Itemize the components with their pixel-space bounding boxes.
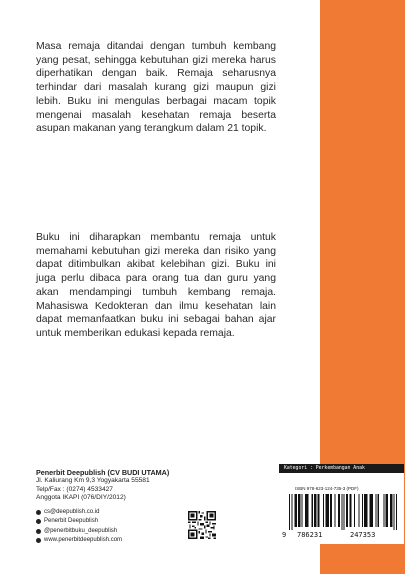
barcode-bar	[390, 494, 391, 527]
barcode-bar	[299, 494, 300, 527]
barcode-bar	[349, 494, 350, 527]
barcode-bar	[319, 494, 320, 527]
barcode-bar	[325, 494, 326, 527]
publisher-contacts	[36, 508, 122, 545]
barcode-bar	[338, 494, 339, 527]
barcode-bar	[295, 494, 296, 527]
barcode-bar	[391, 494, 392, 527]
barcode-bar	[305, 494, 306, 527]
publisher-info	[36, 469, 216, 503]
publisher-phone: Telp/Fax : (0274) 4533427	[36, 485, 113, 493]
barcode-panel	[279, 464, 404, 544]
barcode-bar	[315, 494, 316, 527]
barcode-digit-lead: 9	[282, 531, 287, 539]
barcode-bar	[370, 494, 371, 527]
contact-facebook[interactable]	[36, 517, 122, 526]
barcode-bar	[394, 494, 395, 530]
contact-email-text: cs@deepublish.co.id	[44, 509, 100, 515]
publisher-address: Jl. Kaliurang Km 9,3 Yogyakarta 55581	[36, 477, 150, 485]
contact-website-text: www.penerbitdeepublish.com	[44, 536, 123, 543]
contact-facebook-text: Penerbit Deepublish	[44, 518, 99, 525]
barcode-bar	[317, 494, 318, 527]
barcode-digits	[282, 531, 400, 540]
barcode-bar	[354, 494, 355, 527]
contact-email[interactable]	[36, 508, 122, 517]
email-icon	[36, 510, 41, 515]
barcode-bar	[306, 494, 307, 527]
barcode-digits-right: 247353	[350, 531, 376, 539]
facebook-icon	[36, 519, 41, 524]
barcode-bar	[347, 494, 348, 527]
isbn-text: ISBN 978-623-124-735-3 (PDF)	[295, 486, 359, 491]
barcode-bar	[366, 494, 367, 527]
barcode-bar	[328, 494, 329, 527]
barcode-bar	[396, 494, 397, 530]
publisher-name: Penerbit Deepublish (CV BUDI UTAMA)	[36, 468, 170, 477]
barcode-bar	[296, 494, 297, 527]
instagram-icon	[36, 529, 41, 534]
barcode-bar	[378, 494, 379, 527]
barcode-bar	[302, 494, 303, 527]
globe-icon	[36, 538, 41, 543]
synopsis-paragraph-1: Masa remaja ditandai dengan tumbuh kembang yang pesat, sehingga kebutuhan gizi mereka harus diperhatikan dengan baik. Remaja seharusnya terhindar dari masalah kurang gizi maupun gizi lebih. Buku ini mengulas berbagai macam topik mengenai masalah kesehatan remaja beserta asupan makanan yang terangkum dalam 21 topik.	[36, 41, 276, 135]
barcode-bar	[330, 494, 331, 527]
barcode-bar	[362, 494, 363, 527]
synopsis-paragraph-2: Buku ini diharapkan membantu remaja untuk memahami kebutuhan gizi mereka dan risiko yang dapat ditimbulkan akibat kelebihan gizi. Buku ini juga perlu dibaca para orang tua dan guru yang akan mendampingi tumbuh kembang remaja. Mahasiswa Kedokteran dan ilmu kesehatan lain dapat memanfaatkan buku ini sebagai bahan ajar untuk memberikan edukasi kepada remaja.	[36, 232, 276, 339]
contact-instagram-text: @penerbitbuku_deepublish	[44, 527, 118, 534]
barcode-bar	[334, 494, 335, 527]
barcode-bar	[327, 494, 328, 527]
barcode-bar	[364, 494, 365, 527]
qr-code-icon	[188, 511, 216, 539]
barcode-bar	[365, 494, 366, 527]
barcode-bar	[346, 494, 347, 527]
barcode-digits-left: 786231	[297, 531, 323, 539]
barcode-bar	[289, 494, 290, 530]
barcode-bar	[371, 494, 372, 527]
barcode-bar	[291, 494, 292, 530]
barcode-bar	[298, 494, 299, 527]
barcode-bar	[387, 494, 388, 527]
barcode-bar	[314, 494, 315, 527]
barcode-bar	[312, 494, 313, 527]
barcode-bar	[307, 494, 308, 527]
barcode-bar	[386, 494, 387, 527]
category-label: Kategori : Perkembangan Anak	[279, 464, 404, 473]
barcode-bar	[323, 494, 324, 527]
barcode-bar	[375, 494, 376, 527]
barcode-bar	[344, 494, 345, 530]
barcode-bar	[339, 494, 340, 527]
barcode-bar	[331, 494, 332, 527]
barcode-bar	[341, 494, 342, 530]
barcode-bar	[350, 494, 351, 527]
barcode-bars-icon	[289, 494, 397, 530]
barcode-bar	[372, 494, 373, 527]
contact-instagram[interactable]	[36, 527, 122, 536]
barcode-bar	[358, 494, 359, 527]
contact-website[interactable]	[36, 536, 122, 545]
publisher-ikapi: Anggota IKAPI (076/DIY/2012)	[36, 494, 126, 502]
barcode-bar	[383, 494, 384, 527]
